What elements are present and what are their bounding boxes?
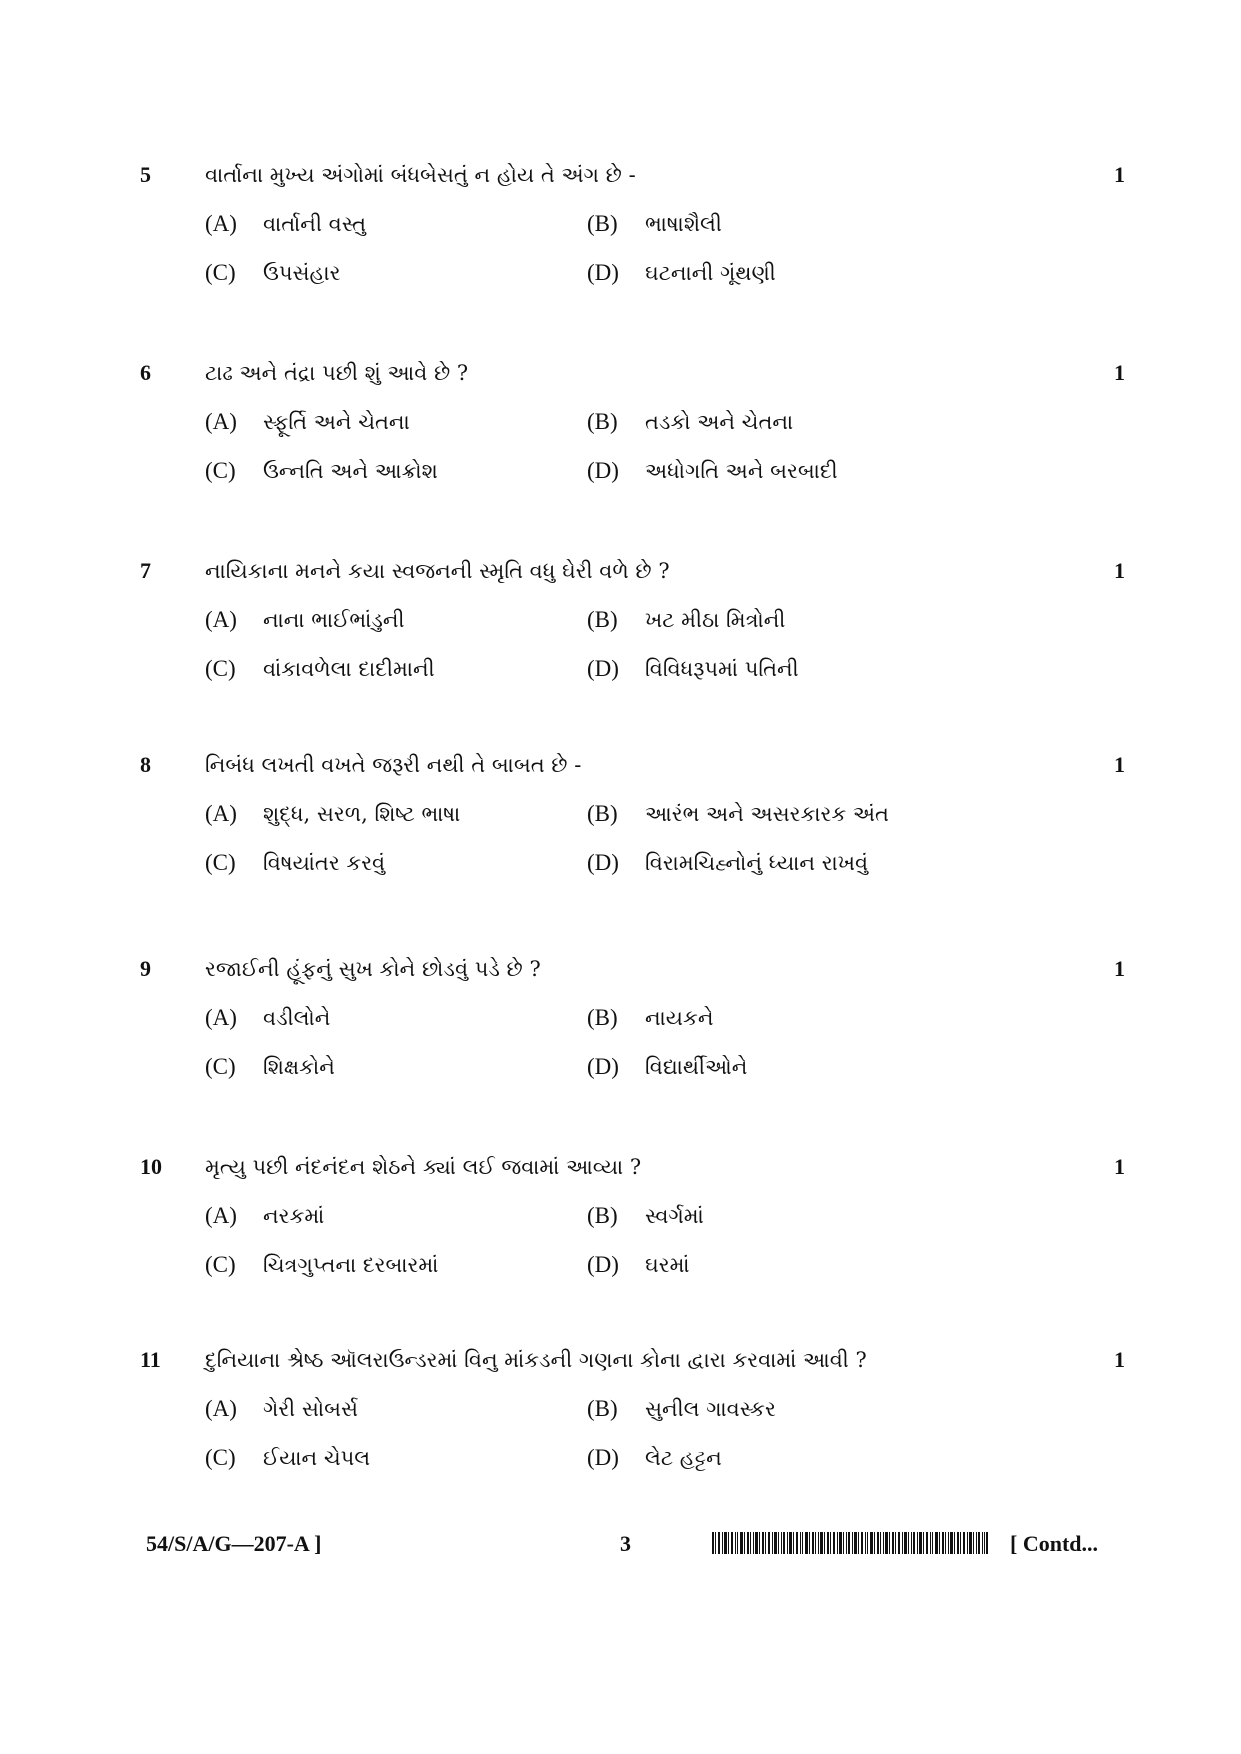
question-marks: 1 bbox=[1114, 162, 1125, 187]
option-b bbox=[587, 1200, 704, 1232]
option-a bbox=[205, 1393, 358, 1425]
question-6 bbox=[0, 358, 1241, 518]
question-10 bbox=[0, 1152, 1241, 1312]
continued-label: [ Contd... bbox=[1010, 1531, 1099, 1556]
option-letter: (B) bbox=[587, 211, 618, 236]
question-7 bbox=[0, 556, 1241, 716]
option-letter: (D) bbox=[587, 1445, 619, 1470]
question-8 bbox=[0, 750, 1241, 910]
option-b bbox=[587, 604, 785, 636]
question-marks: 1 bbox=[1114, 956, 1125, 981]
option-letter: (D) bbox=[587, 656, 619, 681]
question-number: 6 bbox=[140, 360, 151, 385]
option-d bbox=[587, 847, 868, 879]
option-letter: (C) bbox=[205, 1054, 236, 1079]
option-b bbox=[587, 798, 889, 830]
option-text: ઘટનાની ગૂંથણી bbox=[645, 261, 776, 285]
option-letter: (B) bbox=[587, 1203, 618, 1228]
option-letter: (B) bbox=[587, 1396, 618, 1421]
option-letter: (B) bbox=[587, 801, 618, 826]
option-text: ઈયાન ચેપલ bbox=[263, 1446, 371, 1470]
option-letter: (D) bbox=[587, 260, 619, 285]
option-text: ગેરી સોબર્સ bbox=[263, 1397, 359, 1421]
question-9 bbox=[0, 954, 1241, 1114]
option-text: વિરામચિહ્નોનું ધ્યાન રાખવું bbox=[645, 851, 869, 875]
question-number: 11 bbox=[140, 1347, 161, 1372]
option-letter: (B) bbox=[587, 409, 618, 434]
option-a bbox=[205, 208, 366, 240]
option-text: ખટ મીઠા મિત્રોની bbox=[645, 608, 786, 632]
option-letter: (C) bbox=[205, 1252, 236, 1277]
question-marks: 1 bbox=[1114, 1347, 1125, 1372]
question-marks: 1 bbox=[1114, 558, 1125, 583]
option-letter: (A) bbox=[205, 211, 237, 236]
option-letter: (D) bbox=[587, 458, 619, 483]
option-a bbox=[205, 1002, 330, 1034]
option-text: ઉપસંહાર bbox=[263, 261, 341, 285]
option-b bbox=[587, 208, 722, 240]
barcode-image bbox=[712, 1532, 988, 1554]
option-a bbox=[205, 604, 405, 636]
option-text: નરકમાં bbox=[263, 1204, 325, 1228]
question-text: નિબંધ લખતી વખતે જરૂરી નથી તે બાબત છે - bbox=[205, 753, 582, 777]
option-letter: (A) bbox=[205, 409, 237, 434]
option-d bbox=[587, 1249, 690, 1281]
option-letter: (A) bbox=[205, 1203, 237, 1228]
paper-code: 54/S/A/G—207-A ] bbox=[146, 1531, 322, 1556]
option-text: લેટ હટ્ટન bbox=[645, 1446, 722, 1470]
option-text: અધોગતિ અને બરબાદી bbox=[645, 459, 838, 483]
option-text: વિષયાંતર કરવું bbox=[263, 851, 386, 875]
option-d bbox=[587, 1051, 747, 1083]
option-text: તડકો અને ચેતના bbox=[645, 410, 794, 434]
option-letter: (A) bbox=[205, 801, 237, 826]
option-letter: (C) bbox=[205, 260, 236, 285]
option-letter: (D) bbox=[587, 850, 619, 875]
option-letter: (D) bbox=[587, 1054, 619, 1079]
option-text: વાંકાવળેલા દાદીમાની bbox=[263, 657, 435, 681]
option-letter: (B) bbox=[587, 1005, 618, 1030]
question-number: 10 bbox=[140, 1154, 162, 1179]
question-text: મૃત્યુ પછી નંદનંદન શેઠને ક્યાં લઈ જવામાં આવ્યા ? bbox=[205, 1155, 642, 1179]
option-d bbox=[587, 1442, 722, 1474]
option-a bbox=[205, 798, 460, 830]
option-a bbox=[205, 1200, 324, 1232]
question-text: રજાઈની હૂંફનું સુખ કોને છોડવું પડે છે ? bbox=[205, 957, 541, 981]
option-text: વિદ્યાર્થીઓને bbox=[645, 1055, 748, 1079]
question-marks: 1 bbox=[1114, 1154, 1125, 1179]
question-number: 8 bbox=[140, 752, 151, 777]
page-number: 3 bbox=[620, 1531, 631, 1556]
question-number: 9 bbox=[140, 956, 151, 981]
option-text: વાર્તાની વસ્તુ bbox=[263, 212, 367, 236]
option-d bbox=[587, 653, 799, 685]
question-marks: 1 bbox=[1114, 360, 1125, 385]
option-letter: (B) bbox=[587, 607, 618, 632]
option-c bbox=[205, 847, 385, 879]
option-c bbox=[205, 1442, 370, 1474]
option-b bbox=[587, 406, 793, 438]
option-b bbox=[587, 1002, 713, 1034]
option-c bbox=[205, 455, 438, 487]
question-text: દુનિયાના શ્રેષ્ઠ ઑલરાઉન્ડરમાં વિનુ માંકડની ગણના કોના દ્વારા કરવામાં આવી ? bbox=[205, 1348, 867, 1372]
option-text: આરંભ અને અસરકારક અંત bbox=[645, 802, 889, 826]
option-text: ભાષાશૈલી bbox=[645, 212, 722, 236]
option-text: શુદ્ધ, સરળ, શિષ્ટ ભાષા bbox=[263, 802, 461, 826]
option-letter: (C) bbox=[205, 1445, 236, 1470]
option-letter: (A) bbox=[205, 1005, 237, 1030]
question-number: 5 bbox=[140, 162, 151, 187]
option-text: વડીલોને bbox=[263, 1006, 331, 1030]
option-text: સ્ફૂર્તિ અને ચેતના bbox=[263, 410, 410, 434]
option-text: વિવિધરૂપમાં પતિની bbox=[645, 657, 799, 681]
question-number: 7 bbox=[140, 558, 151, 583]
option-a bbox=[205, 406, 410, 438]
option-letter: (D) bbox=[587, 1252, 619, 1277]
option-letter: (A) bbox=[205, 607, 237, 632]
option-d bbox=[587, 257, 776, 289]
option-c bbox=[205, 1249, 438, 1281]
option-text: સ્વર્ગમાં bbox=[645, 1204, 704, 1228]
page-footer bbox=[0, 1528, 1241, 1564]
option-letter: (A) bbox=[205, 1396, 237, 1421]
option-text: શિક્ષકોને bbox=[263, 1055, 335, 1079]
option-c bbox=[205, 653, 435, 685]
option-d bbox=[587, 455, 838, 487]
question-11 bbox=[0, 1345, 1241, 1505]
option-c bbox=[205, 257, 340, 289]
option-text: ચિત્રગુપ્તના દરબારમાં bbox=[263, 1253, 439, 1277]
question-text: ટાઢ અને તંદ્રા પછી શું આવે છે ? bbox=[205, 361, 469, 385]
option-b bbox=[587, 1393, 776, 1425]
question-text: વાર્તાના મુખ્ય અંગોમાં બંધબેસતું ન હોય તે અંગ છે - bbox=[205, 163, 636, 187]
question-marks: 1 bbox=[1114, 752, 1125, 777]
option-letter: (C) bbox=[205, 458, 236, 483]
option-c bbox=[205, 1051, 335, 1083]
question-text: નાયિકાના મનને કયા સ્વજનની સ્મૃતિ વધુ ઘેરી વળે છે ? bbox=[205, 559, 670, 583]
option-letter: (C) bbox=[205, 850, 236, 875]
option-text: ઘરમાં bbox=[645, 1253, 690, 1277]
option-text: સુનીલ ગાવસ્કર bbox=[645, 1397, 776, 1421]
option-text: નાના ભાઈભાંડુની bbox=[263, 608, 405, 632]
option-letter: (C) bbox=[205, 656, 236, 681]
option-text: ઉન્નતિ અને આક્રોશ bbox=[263, 459, 438, 483]
question-5 bbox=[0, 160, 1241, 320]
option-text: નાયકને bbox=[645, 1006, 714, 1030]
